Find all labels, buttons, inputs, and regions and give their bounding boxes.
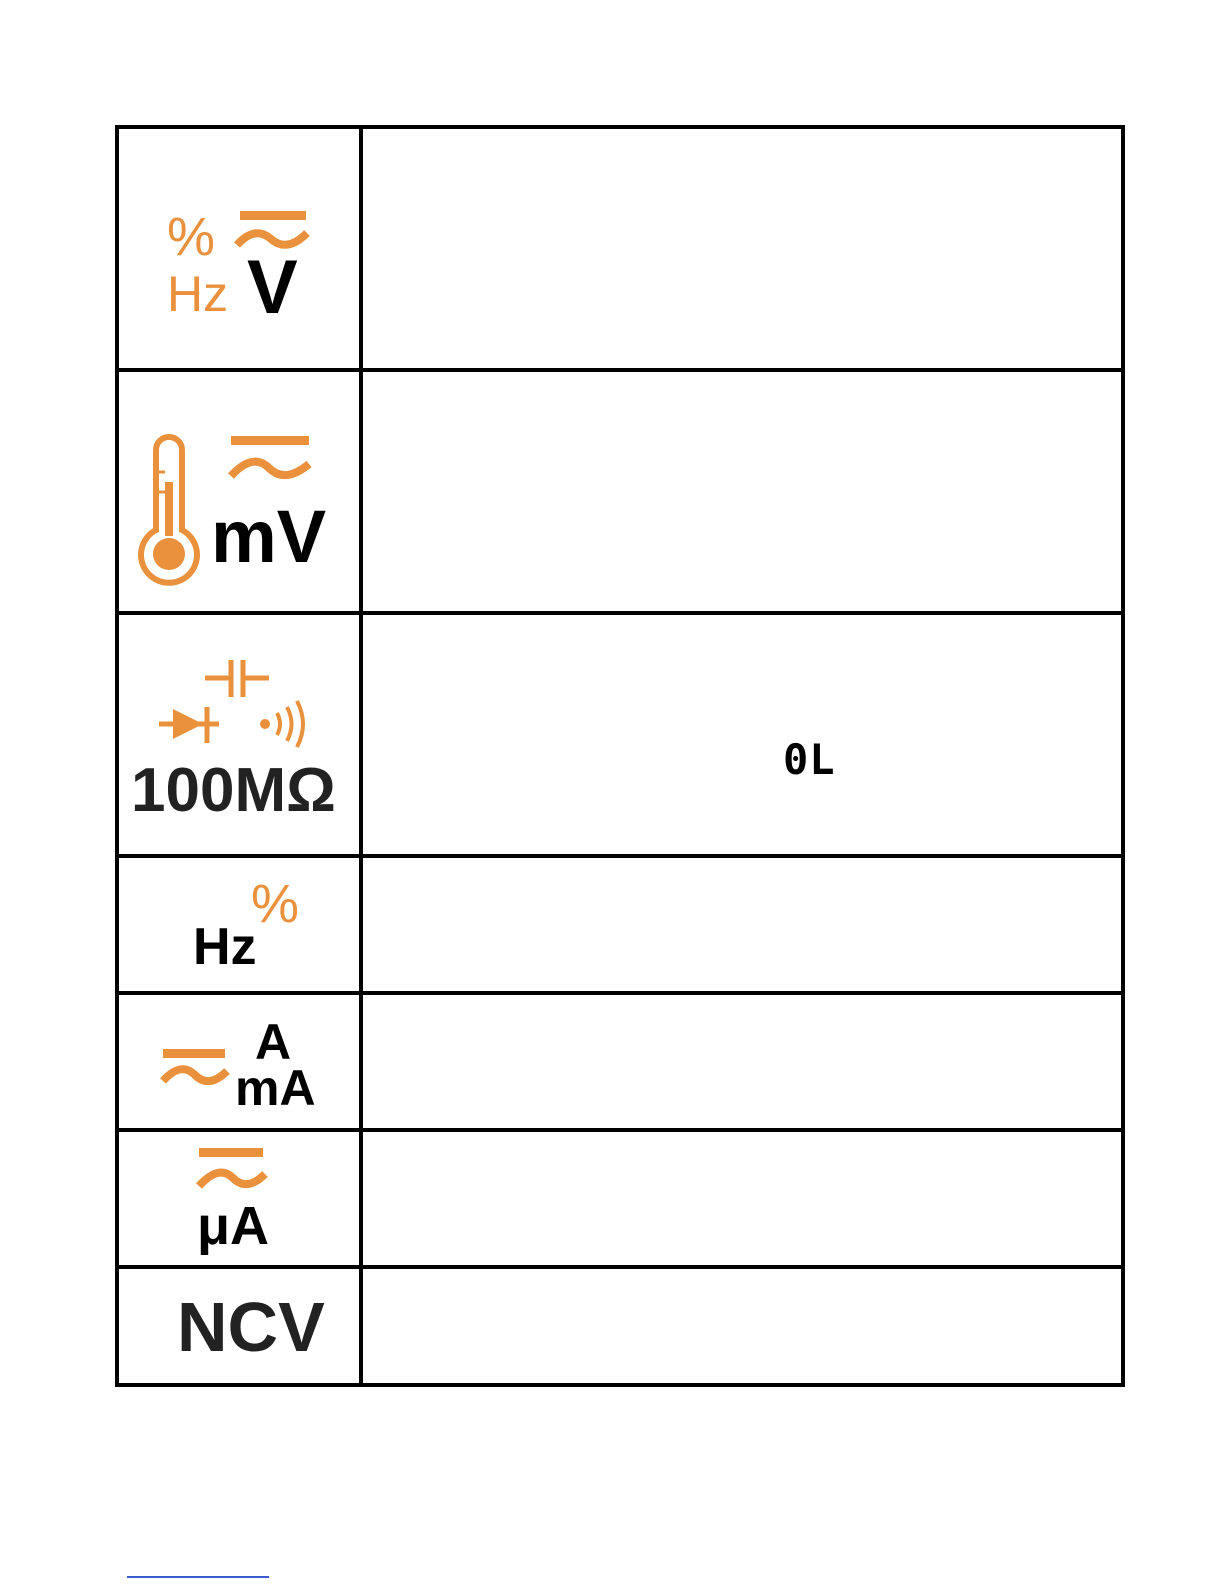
- continuity-icon: [262, 701, 303, 747]
- ncv-label: NCV: [177, 1288, 325, 1366]
- dc-bar: [163, 1049, 225, 1058]
- capacitor-diode-continuity-ohm-icon: [119, 615, 359, 854]
- a-label: A: [255, 1014, 292, 1070]
- hz-label: Hz: [193, 918, 257, 976]
- row1-icon-cell: [119, 129, 363, 372]
- ncv-icon: [119, 1269, 359, 1369]
- function-table: [115, 125, 1125, 1387]
- v-label: V: [247, 245, 298, 330]
- percent-label: %: [251, 874, 300, 934]
- overload-display: 0L: [783, 735, 836, 784]
- percent-hz-acdc-v-icon: [119, 129, 359, 368]
- dc-bar: [231, 436, 309, 445]
- ua-label: μA: [197, 1196, 270, 1256]
- row5-description: [363, 995, 1121, 1132]
- row7-description: [363, 1269, 1121, 1383]
- mv-label: mV: [211, 495, 327, 578]
- hz-label: Hz: [167, 266, 229, 322]
- row4-icon-cell: [119, 858, 363, 995]
- dc-bar: [240, 211, 306, 220]
- row5-icon-cell: [119, 995, 363, 1132]
- footnote-separator: [127, 1576, 269, 1578]
- acdc-a-ma-icon: [119, 995, 359, 1128]
- row2-icon-cell: [119, 372, 363, 615]
- row7-icon-cell: [119, 1269, 363, 1383]
- row2-description: [363, 372, 1121, 615]
- thermometer-acdc-mv-icon: [119, 372, 359, 611]
- acdc-ua-icon: [119, 1132, 359, 1265]
- ac-wave: [199, 1173, 265, 1186]
- ac-wave: [237, 233, 307, 245]
- percent-label: %: [167, 207, 216, 267]
- ac-wave: [231, 462, 309, 476]
- ma-label: mA: [235, 1060, 316, 1116]
- ac-wave: [163, 1069, 227, 1081]
- row3-description: [363, 615, 1121, 858]
- ohm-label: 100MΩ: [131, 756, 336, 825]
- thermometer-icon: [141, 437, 197, 583]
- diode-icon: [159, 707, 219, 743]
- row6-icon-cell: [119, 1132, 363, 1269]
- dc-bar: [199, 1148, 263, 1157]
- hz-percent-icon: [119, 858, 359, 991]
- row6-description: [363, 1132, 1121, 1269]
- row3-icon-cell: [119, 615, 363, 858]
- row4-description: [363, 858, 1121, 995]
- capacitor-icon: [205, 660, 269, 697]
- row1-description: [363, 129, 1121, 372]
